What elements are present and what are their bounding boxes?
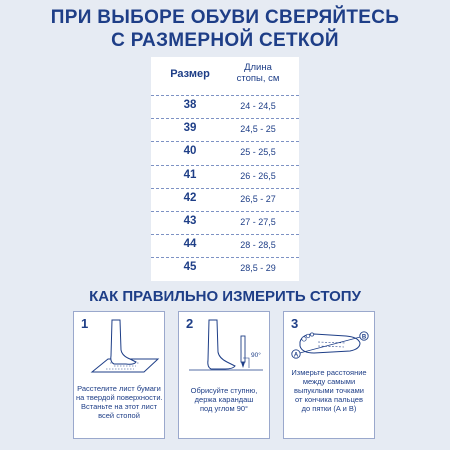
point-b-label: B	[361, 334, 367, 341]
step-1-caption	[76, 384, 162, 420]
step-1-number: 1	[81, 316, 89, 331]
step-2-card	[178, 311, 270, 439]
point-a-label: A	[293, 352, 299, 359]
table-row	[151, 257, 299, 281]
step-2-caption	[181, 386, 267, 413]
page-title-line-1: ПРИ ВЫБОРЕ ОБУВИ СВЕРЯЙТЕСЬ	[50, 7, 400, 28]
table-row	[151, 118, 299, 142]
foot-outline-pencil-icon	[179, 312, 269, 382]
step-1-caption-line: на твердой поверхности.	[76, 393, 163, 402]
row-foot-length: 28 - 28,5	[240, 240, 276, 251]
step-2-caption-line: Обрисуйте ступню,	[190, 386, 258, 395]
measure-section-title: КАК ПРАВИЛЬНО ИЗМЕРИТЬ СТОПУ	[89, 288, 361, 305]
row-foot-length: 26,5 - 27	[240, 193, 276, 204]
step-3-caption	[286, 368, 372, 413]
row-foot-length: 25 - 25,5	[240, 147, 276, 158]
foot-on-paper-icon	[74, 312, 164, 382]
row-foot-length: 28,5 - 29	[240, 263, 276, 274]
row-size: 41	[183, 168, 197, 181]
step-1-card	[73, 311, 165, 439]
step-3-number: 3	[291, 316, 299, 331]
page-title-line-2: С РАЗМЕРНОЙ СЕТКОЙ	[111, 30, 339, 51]
row-size: 40	[183, 145, 197, 158]
header-foot-length	[225, 62, 291, 84]
row-size: 38	[183, 99, 197, 111]
step-3-caption-line: между самыми	[302, 377, 356, 386]
step-3-caption-line: Измерьте расстояние	[291, 368, 367, 377]
header-foot-length-line-2: стопы, см	[236, 73, 280, 84]
row-size: 43	[183, 215, 197, 227]
table-row	[151, 188, 299, 212]
table-row	[151, 141, 299, 165]
step-2-caption-line: держа карандаш	[194, 395, 254, 404]
row-foot-length: 24 - 24,5	[240, 101, 276, 111]
row-foot-length: 24,5 - 25	[240, 124, 276, 135]
row-size: 45	[183, 261, 197, 274]
row-size: 44	[183, 238, 197, 251]
step-3-caption-line: до пятки (A и B)	[301, 404, 357, 413]
size-chart-header	[151, 57, 299, 95]
header-size: Размер	[170, 68, 210, 80]
step-3-caption-line: от кончика пальцев	[295, 395, 363, 404]
row-size: 39	[183, 122, 197, 135]
row-foot-length: 27 - 27,5	[240, 217, 276, 227]
table-row	[151, 165, 299, 189]
step-1-caption-line: всей стопой	[98, 411, 140, 420]
page-title	[0, 6, 450, 52]
step-1-caption-line: Расстелите лист бумаги	[77, 384, 161, 393]
step-2-caption-line: под углом 90°	[199, 404, 249, 413]
table-row	[151, 211, 299, 235]
step-3-card	[283, 311, 375, 439]
step-2-number: 2	[186, 316, 194, 331]
row-size: 42	[183, 191, 197, 204]
size-chart-table	[151, 57, 299, 281]
row-foot-length: 26 - 26,5	[240, 170, 276, 181]
step-3-caption-line: выпуклыми точками	[294, 386, 364, 395]
header-foot-length-line-1: Длина	[244, 62, 272, 73]
table-row	[151, 234, 299, 258]
step-1-caption-line: Встаньте на этот лист	[80, 402, 158, 411]
table-row	[151, 95, 299, 119]
angle-label: 90°	[251, 352, 261, 359]
